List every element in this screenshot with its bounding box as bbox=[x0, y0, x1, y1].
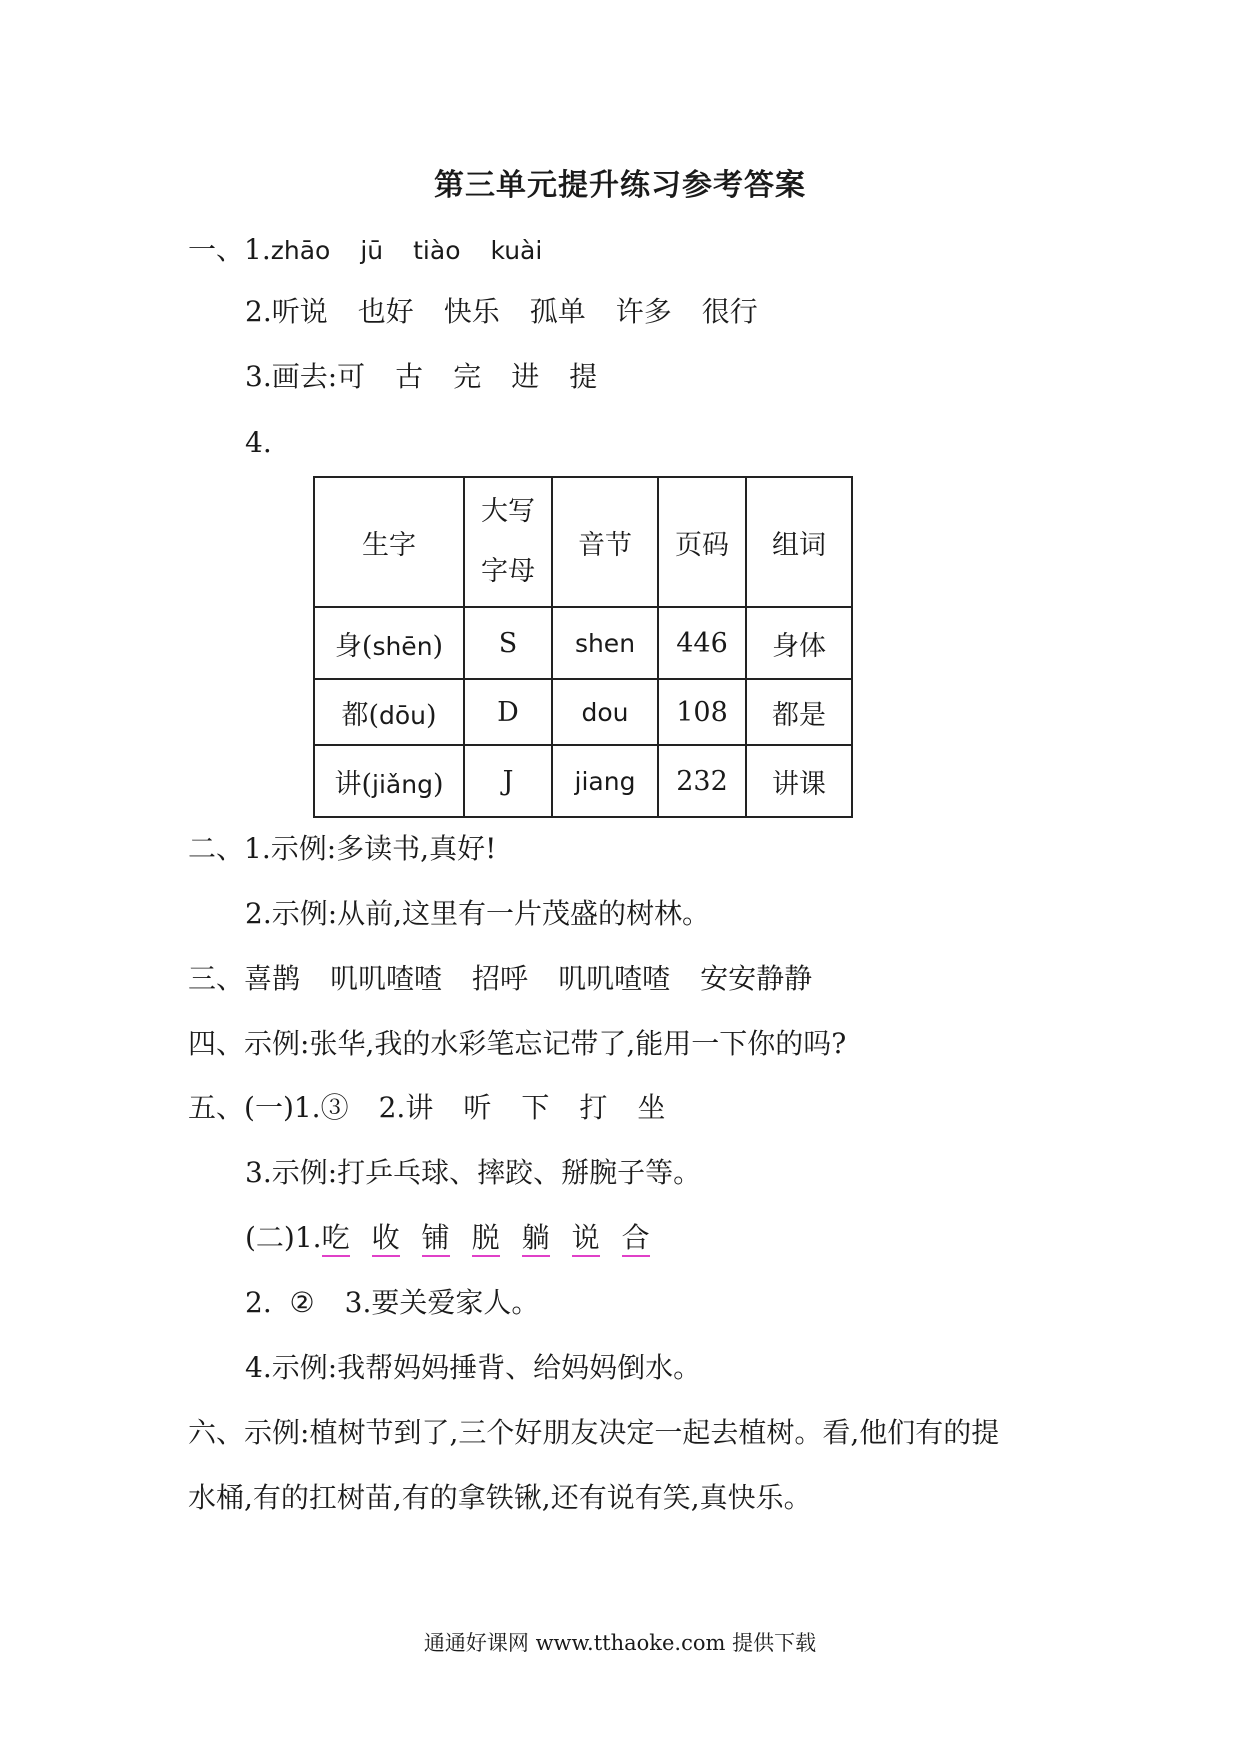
page-cell: 446 bbox=[658, 607, 746, 679]
s5-p1-q3-text: 3.示例:打乒乓球、摔跤、掰腕子等。 bbox=[245, 1156, 702, 1189]
s1-q4 bbox=[245, 423, 272, 463]
s1-label: 一、 bbox=[188, 233, 245, 266]
pinyin-item: jū bbox=[360, 236, 384, 265]
word-item: 很行 bbox=[701, 295, 758, 328]
s1-q2 bbox=[245, 292, 758, 332]
word-item: 叽叽喳喳 bbox=[558, 962, 671, 995]
s5-p2-q4 bbox=[245, 1348, 701, 1388]
char-cell: 讲(jiǎng) bbox=[314, 745, 464, 817]
s2-q2 bbox=[245, 894, 710, 934]
char-cell: 身(shēn) bbox=[314, 607, 464, 679]
header-cell: 组词 bbox=[746, 477, 852, 607]
page-cell: 108 bbox=[658, 679, 746, 745]
word-item: 喜鹊 bbox=[244, 962, 301, 995]
s2-q1 bbox=[188, 829, 496, 869]
char-item: 提 bbox=[569, 360, 598, 393]
char-item: 古 bbox=[395, 360, 424, 393]
char-item: 进 bbox=[511, 360, 540, 393]
table-row bbox=[314, 679, 852, 745]
word-item: 招呼 bbox=[472, 962, 529, 995]
footer-source: 通通好课网 www.tthaoke.com 提供下载 bbox=[423, 1631, 817, 1655]
header-line: 大写 bbox=[481, 496, 535, 527]
char: 讲 bbox=[334, 768, 362, 800]
s1-q2-num: 2. bbox=[245, 295, 272, 328]
s3-label: 三、 bbox=[188, 962, 245, 995]
word-item: 也好 bbox=[357, 295, 414, 328]
char-item: 可 bbox=[337, 360, 366, 393]
character-table bbox=[313, 476, 853, 818]
s5-p1-q3 bbox=[245, 1153, 701, 1193]
char-item: 听 bbox=[463, 1091, 492, 1124]
char-item: 完 bbox=[453, 360, 482, 393]
char: 身 bbox=[334, 630, 362, 662]
word-item: 叽叽喳喳 bbox=[330, 962, 443, 995]
s5-p1-q1: (一)1.③ bbox=[244, 1091, 349, 1124]
s4-label: 四、 bbox=[188, 1027, 245, 1060]
table-row bbox=[314, 745, 852, 817]
s1-q4-num: 4. bbox=[245, 426, 272, 459]
s5-p2 bbox=[245, 1218, 650, 1258]
letter-cell: S bbox=[464, 607, 552, 679]
char-cell: 都(dōu) bbox=[314, 679, 464, 745]
s6-label: 六、 bbox=[188, 1416, 245, 1449]
underlined-char: 脱 bbox=[472, 1221, 500, 1257]
underlined-char: 躺 bbox=[522, 1221, 550, 1257]
char-pinyin: shēn bbox=[372, 631, 433, 661]
syllable-cell: dou bbox=[552, 679, 658, 745]
char-item: 坐 bbox=[637, 1091, 666, 1124]
s6-line2-text: 水桶,有的扛树苗,有的拿铁锹,还有说有笑,真快乐。 bbox=[188, 1481, 812, 1514]
table-header-row bbox=[314, 477, 852, 607]
char-item: 下 bbox=[521, 1091, 550, 1124]
underlined-char: 合 bbox=[622, 1221, 650, 1257]
word-cell: 讲课 bbox=[746, 745, 852, 817]
s1-q1-num: 1. bbox=[244, 233, 271, 266]
underlined-char: 吃 bbox=[322, 1221, 350, 1257]
char-item: 讲 bbox=[405, 1091, 434, 1124]
word-item: 许多 bbox=[615, 295, 672, 328]
pinyin-item: tiào bbox=[413, 236, 461, 265]
s1-q3-prefix: 画去: bbox=[271, 360, 338, 393]
syllable-cell: shen bbox=[552, 607, 658, 679]
underlined-char: 收 bbox=[372, 1221, 400, 1257]
s5-p2-q2-q3 bbox=[245, 1283, 539, 1323]
s1-q3-num: 3. bbox=[245, 360, 272, 393]
s2-label: 二、 bbox=[188, 832, 245, 865]
s5-p2-q3: 3.要关爱家人。 bbox=[344, 1286, 540, 1319]
word-item: 听说 bbox=[271, 295, 328, 328]
s4-text: 示例:张华,我的水彩笔忘记带了,能用一下你的吗? bbox=[244, 1027, 847, 1060]
underlined-char: 说 bbox=[572, 1221, 600, 1257]
pinyin-item: kuài bbox=[490, 236, 543, 265]
header-cell: 生字 bbox=[314, 477, 464, 607]
header-cell: 页码 bbox=[658, 477, 746, 607]
s6-line1-text: 示例:植树节到了,三个好朋友决定一起去植树。看,他们有的提 bbox=[244, 1416, 1000, 1449]
s2-q1-text: 1.示例:多读书,真好! bbox=[244, 832, 497, 865]
s2-q2-text: 2.示例:从前,这里有一片茂盛的树林。 bbox=[245, 897, 711, 930]
word-cell: 身体 bbox=[746, 607, 852, 679]
s6-line1 bbox=[188, 1413, 999, 1453]
char-pinyin: jiǎng bbox=[372, 769, 433, 799]
s1-q1 bbox=[188, 230, 542, 271]
letter-cell: J bbox=[464, 745, 552, 817]
syllable-cell: jiang bbox=[552, 745, 658, 817]
char-pinyin: dōu bbox=[378, 700, 426, 730]
s4 bbox=[188, 1024, 846, 1064]
page-title: 第三单元提升练习参考答案 bbox=[434, 168, 806, 203]
table-row bbox=[314, 607, 852, 679]
header-cell: 音节 bbox=[552, 477, 658, 607]
s3 bbox=[188, 959, 812, 999]
letter-cell: D bbox=[464, 679, 552, 745]
word-item: 孤单 bbox=[529, 295, 586, 328]
s5-p1 bbox=[188, 1088, 665, 1128]
header-cell bbox=[464, 477, 552, 607]
s5-p2-q4-text: 4.示例:我帮妈妈捶背、给妈妈倒水。 bbox=[245, 1351, 702, 1384]
s1-q3 bbox=[245, 357, 597, 397]
s5-p1-q2-num: 2. bbox=[378, 1091, 406, 1124]
s5-p2-q2: 2. ② bbox=[245, 1286, 315, 1319]
char-item: 打 bbox=[579, 1091, 608, 1124]
underlined-char: 铺 bbox=[422, 1221, 450, 1257]
s5-p2-label: (二)1. bbox=[245, 1221, 322, 1254]
word-item: 快乐 bbox=[443, 295, 500, 328]
char: 都 bbox=[341, 699, 369, 731]
word-item: 安安静静 bbox=[700, 962, 813, 995]
page-cell: 232 bbox=[658, 745, 746, 817]
header-line: 字母 bbox=[481, 556, 535, 587]
s6-line2 bbox=[188, 1478, 812, 1518]
word-cell: 都是 bbox=[746, 679, 852, 745]
s5-label: 五、 bbox=[188, 1091, 245, 1124]
pinyin-item: zhāo bbox=[270, 236, 331, 265]
